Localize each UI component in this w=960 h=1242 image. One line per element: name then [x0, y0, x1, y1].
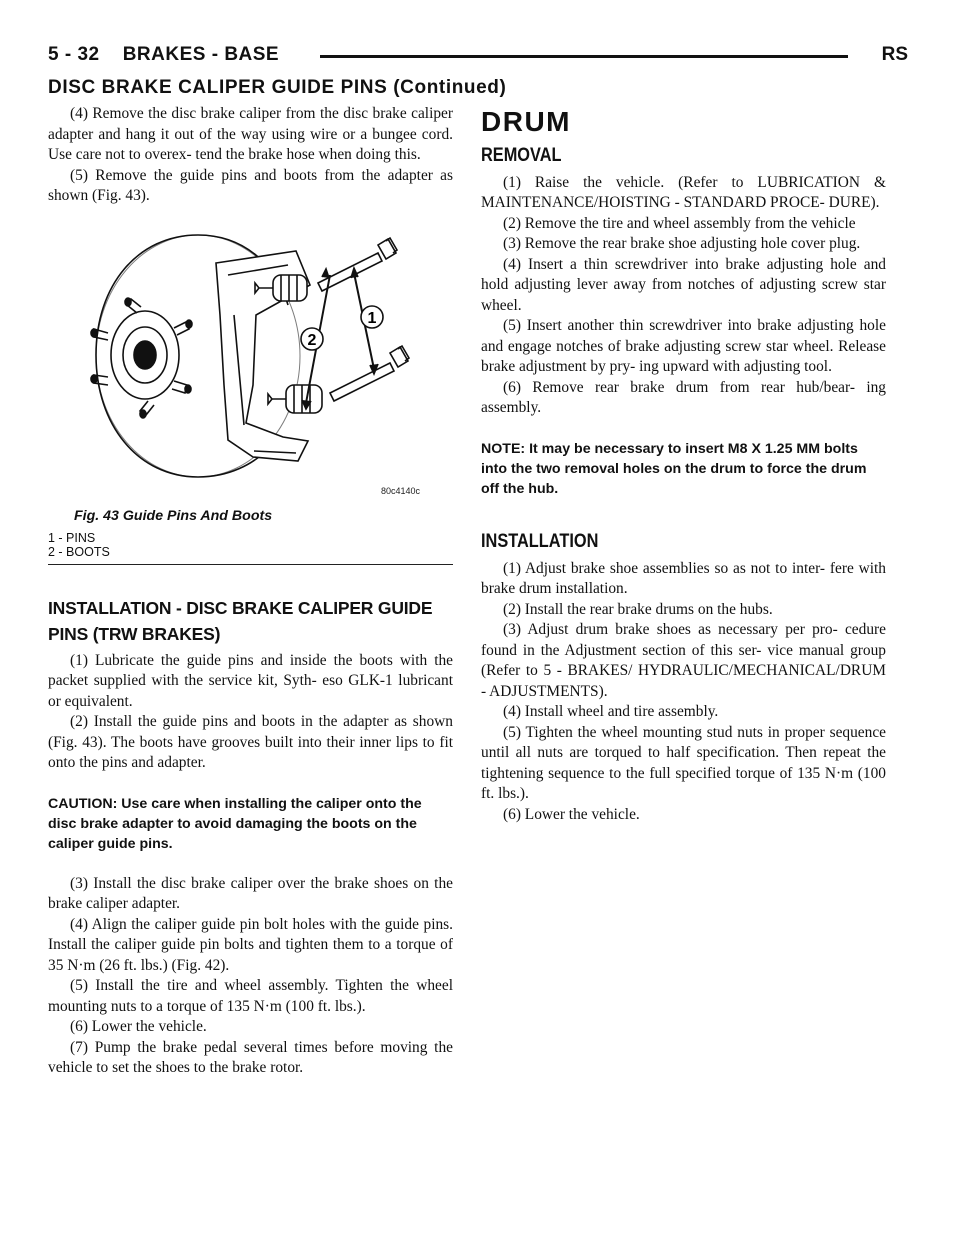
- section-title: DISC BRAKE CALIPER GUIDE PINS (Continued): [48, 77, 507, 98]
- header-rule: [320, 55, 848, 58]
- paragraph: (1) Raise the vehicle. (Refer to LUBRICATION & MAINTENANCE/HOISTING - STANDARD PROCE- DURE).: [481, 173, 886, 211]
- paragraph: (3) Remove the rear brake shoe adjusting hole cover plug.: [503, 235, 861, 252]
- guide-pins-illustration: [48, 215, 453, 505]
- lower-guide-pin: [330, 346, 409, 401]
- figure-43: [48, 215, 453, 585]
- page-number-and-section: 5 - 32 BRAKES - BASE: [48, 44, 280, 65]
- paragraph: (3) Adjust drum brake shoes as necessary per pro- cedure found in the Adjustment section of this ser- vice manual group (Refer to 5 - BRAKES/ HYDRAULIC/MECHANICAL/DRUM - ADJUSTMENTS).: [481, 621, 886, 700]
- paragraph: (6) Remove rear brake drum from rear hub/bear- ing assembly.: [481, 378, 886, 416]
- figure-caption: Fig. 43 Guide Pins And Boots: [74, 507, 273, 524]
- page-header: [48, 44, 908, 78]
- paragraph: (1) Lubricate the guide pins and inside the boots with the packet supplied with the service kit, Syth- eso GLK-1 lubricant or equivalent.: [48, 651, 453, 710]
- left-column: [48, 104, 453, 1079]
- caution-note: CAUTION: Use care when installing the caliper onto the disc brake adapter to avoid damaging the boots on the caliper guide pins.: [48, 795, 422, 852]
- callout-1: 1: [367, 309, 377, 327]
- upper-guide-pin: [318, 238, 397, 291]
- right-column: [481, 104, 886, 825]
- note: NOTE: It may be necessary to insert M8 X 1.25 MM bolts into the two removal holes on the drum to force the drum off the hub.: [481, 440, 867, 497]
- paragraph: (1) Adjust brake shoe assemblies so as not to inter- fere with brake drum installation.: [481, 559, 886, 597]
- paragraph: (5) Remove the guide pins and boots from the adapter as shown (Fig. 43).: [48, 166, 453, 204]
- paragraph: (2) Install the rear brake drums on the hubs.: [503, 600, 773, 618]
- paragraph: (3) Install the disc brake caliper over the brake shoes on the brake caliper adapter.: [48, 874, 453, 912]
- paragraph: (2) Remove the tire and wheel assembly from the vehicle: [503, 214, 856, 232]
- lower-boot: [268, 385, 322, 413]
- legend-item: 2 - BOOTS: [48, 544, 110, 559]
- paragraph: (5) Install the tire and wheel assembly. Tighten the wheel mounting nuts to a torque of 135 N·m (100 ft. lbs.).: [48, 977, 453, 1015]
- removal-heading: REMOVAL: [481, 144, 562, 166]
- figure-legend: [48, 531, 110, 559]
- model-code: RS: [881, 44, 908, 65]
- paragraph: (7) Pump the brake pedal several times before moving the vehicle to set the shoes to the brake rotor.: [48, 1038, 453, 1076]
- paragraph: (4) Align the caliper guide pin bolt holes with the guide pins. Install the caliper guide pin bolts and tighten them to a torque of 35 N·m (26 ft. lbs.) (Fig. 42).: [48, 915, 453, 974]
- paragraph: (5) Insert another thin screwdriver into brake adjusting hole and engage notches of brake adjusting screw star wheel. Release brake adjustment by pry- ing upward with adjusting tool.: [481, 317, 886, 375]
- installation-guide-pins-heading: INSTALLATION - DISC BRAKE CALIPER GUIDE PINS (TRW BRAKES): [48, 597, 433, 644]
- paragraph: (6) Lower the vehicle.: [70, 1018, 207, 1035]
- installation-heading: INSTALLATION: [481, 530, 599, 552]
- paragraph: (2) Install the guide pins and boots in the adapter as shown (Fig. 43). The boots have grooves built into their inner lips to fit onto the pins and adapter.: [48, 713, 453, 771]
- drum-title: DRUM: [481, 106, 571, 137]
- paragraph: (4) Insert a thin screwdriver into brake adjusting hole and hold adjusting lever away from notches of adjusting screw star wheel.: [481, 255, 886, 314]
- figure-id: 80c4140c: [381, 485, 421, 496]
- figure-divider: [48, 564, 453, 565]
- paragraph: (4) Install wheel and tire assembly.: [503, 703, 719, 720]
- paragraph: (4) Remove the disc brake caliper from the disc brake caliper adapter and hang it out of the way using wire or a bungee cord. Use care not to overex- tend the brake hose when doing this.: [48, 105, 453, 163]
- legend-item: 1 - PINS: [48, 530, 96, 545]
- paragraph: (6) Lower the vehicle.: [503, 805, 640, 823]
- paragraph: (5) Tighten the wheel mounting stud nuts in proper sequence until all nuts are torqued to half specification. Then repeat the tightening sequence to the full specified torque of 135 N·m (100 ft. lbs.).: [481, 723, 886, 802]
- callout-2: 2: [307, 331, 317, 349]
